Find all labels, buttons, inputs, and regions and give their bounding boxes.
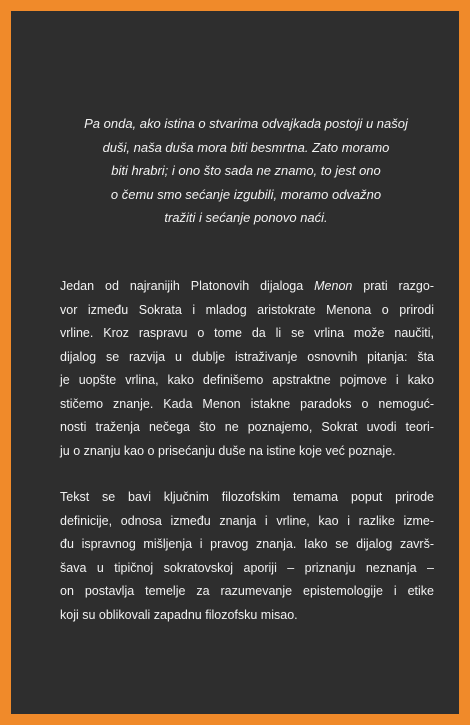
description-paragraph-1 xyxy=(60,275,434,463)
paragraph-line: on postavlja temelje za razumevanje epistemologije i etike xyxy=(60,584,434,598)
paragraph-line: vrline. Kroz raspravu o tome da li se vrlina može naučiti, xyxy=(60,326,434,340)
quote-line: biti hrabri; i ono što sada ne znamo, to jest ono xyxy=(111,163,381,178)
description-paragraph-2 xyxy=(60,486,434,627)
paragraph-line xyxy=(60,275,434,299)
paragraph-line: nosti traženja nečega što ne poznajemo, Sokrat uvodi teori- xyxy=(60,420,434,434)
quote-line: o čemu smo sećanje izgubili, moramo odvažno xyxy=(110,186,382,202)
paragraph-line: definicije, odnosa između znanja i vrline, kao i razlike izme- xyxy=(60,513,434,528)
book-title: Menon xyxy=(314,279,353,293)
paragraph-line: stičemo znanje. Kada Menon istakne paradoks o nemoguć- xyxy=(60,396,434,411)
epigraph-quote xyxy=(41,112,451,230)
paragraph-line: koji su oblikovali zapadnu filozofsku misao. xyxy=(60,607,298,622)
paragraph-line: đu ispravnog mišljenja i pravog znanja. Iako se dijalog završ- xyxy=(60,537,434,551)
paragraph-line: vor između Sokrata i mladog aristokrate Menona o prirodi xyxy=(60,302,434,317)
paragraph-line: ju o znanju kao o prisećanju duše na istine koje već poznaje. xyxy=(60,443,396,458)
paragraph-line: Tekst se bavi ključnim filozofskim temama poput prirode xyxy=(60,490,434,504)
text-fragment: prati razgo- xyxy=(352,279,434,293)
paragraph-line: je uopšte vrlina, kako definišemo apstraktne pojmove i kako xyxy=(60,373,434,387)
paragraph-line: dijalog se razvija u dublje istraživanje osnovnih pitanja: šta xyxy=(60,349,434,364)
quote-line: tražiti i sećanje ponovo naći. xyxy=(164,210,328,225)
quote-line: duši, naša duša mora biti besmrtna. Zato moramo xyxy=(102,139,390,155)
text-fragment: Jedan od najranijih Platonovih dijaloga xyxy=(60,279,315,293)
quote-line: Pa onda, ako istina o stvarima odvajkada postoji u našoj xyxy=(84,116,408,131)
paragraph-line: šava u tipičnoj sokratovskoj aporiji – priznanju neznanja – xyxy=(60,560,434,575)
